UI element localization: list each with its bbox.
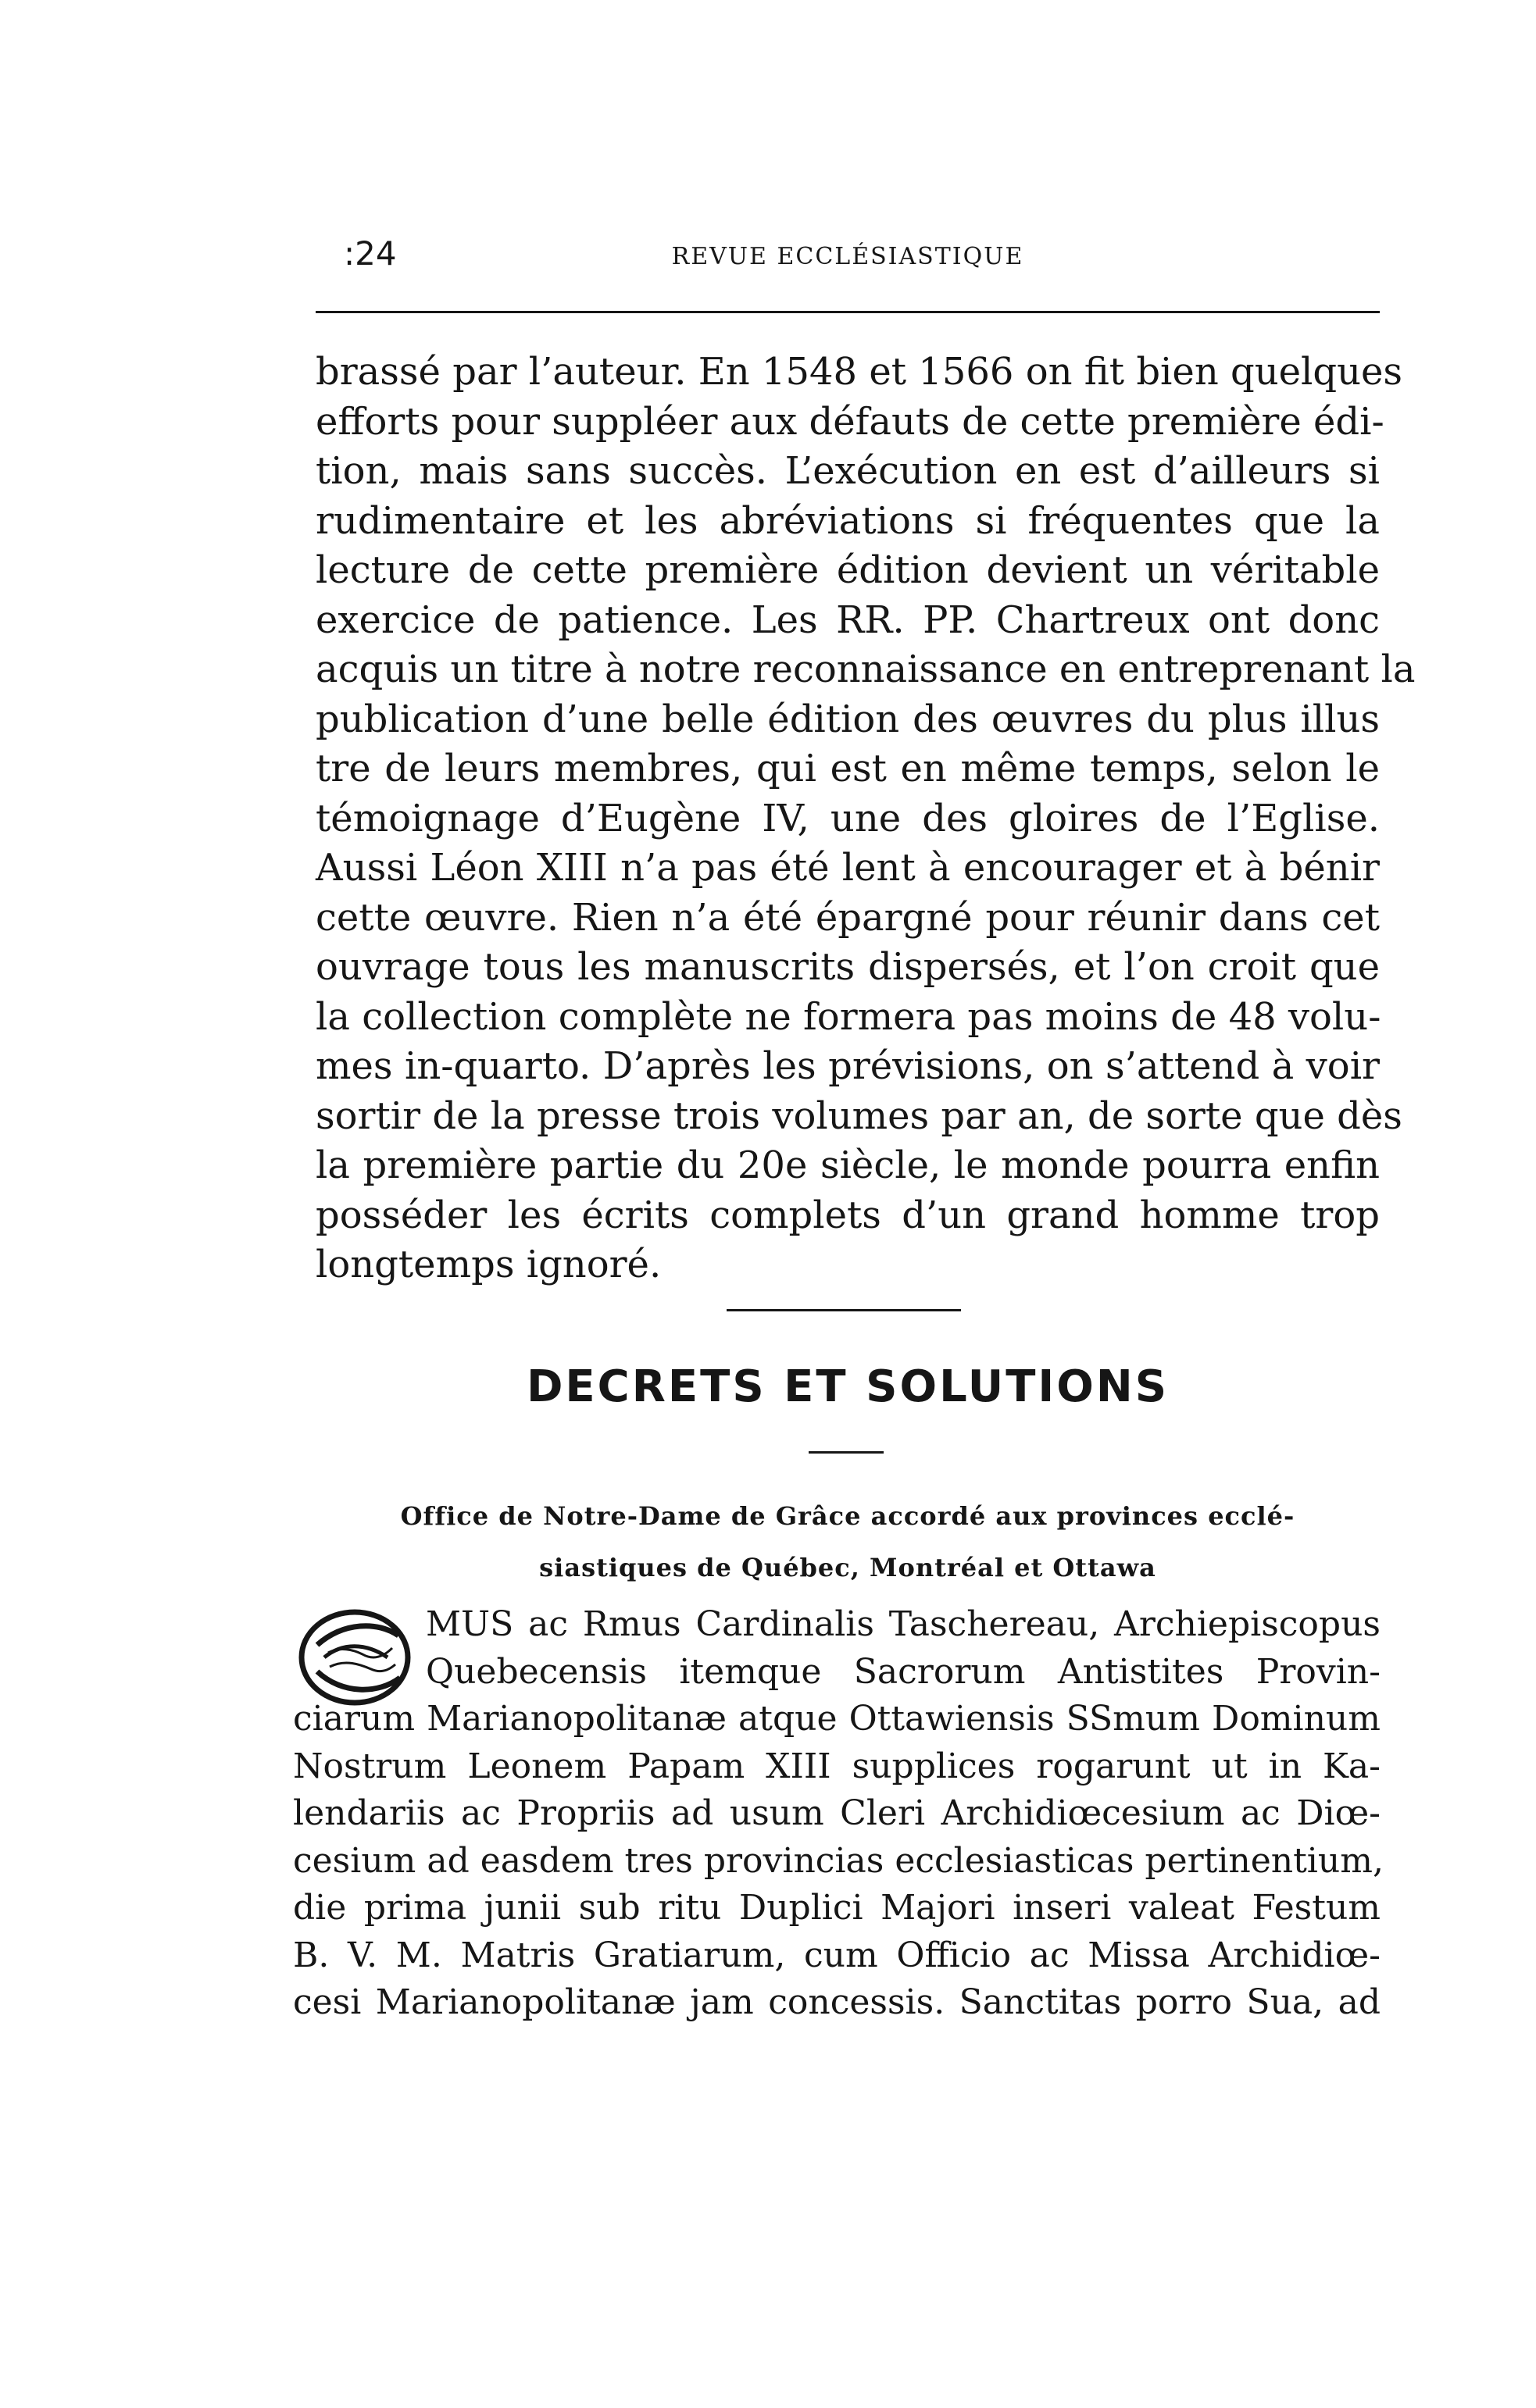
text-line: MUS ac Rmus Cardinalis Taschereau, Archiepiscopus [426, 1604, 1381, 1644]
text-line: cette œuvre. Rien n’a été épargné pour réunir dans cet [316, 895, 1380, 940]
text-line: publication d’une belle édition des œuvres du plus illus [316, 697, 1380, 741]
text-line: Aussi Léon XIII n’a pas été lent à encourager et à bénir [316, 846, 1380, 890]
text-line: tion, mais sans succès. L’exécution en est d’ailleurs si [316, 449, 1380, 493]
text-line: la collection complète ne formera pas moins de 48 volu- [316, 994, 1381, 1039]
page-header [324, 234, 1371, 273]
text-line: ciarum Marianopolitanæ atque Ottawiensis SSmum Dominum [293, 1699, 1381, 1739]
subtitle-line: Office de Notre-Dame de Grâce accordé aux provinces ecclé- [400, 1501, 1295, 1531]
text-line: efforts pour suppléer aux défauts de cette première édi- [316, 399, 1384, 444]
text-line: exercice de patience. Les RR. PP. Chartreux ont donc [316, 598, 1380, 642]
decree-body [293, 1601, 1384, 2027]
section-title: DECRETS ET SOLUTIONS [526, 1361, 1170, 1412]
text-line: témoignage d’Eugène IV, une des gloires de l’Eglise. [316, 796, 1380, 840]
page-number: :24 [344, 234, 397, 273]
text-line: lendariis ac Propriis ad usum Cleri Archidiœcesium ac Diœ- [293, 1793, 1381, 1833]
text-line: rudimentaire et les abréviations si fréquentes que la [316, 498, 1380, 543]
text-line: Nostrum Leonem Papam XIII supplices rogarunt ut in Ka- [293, 1746, 1381, 1786]
text-line: cesi Marianopolitanæ jam concessis. Sanctitas porro Sua, ad [293, 1982, 1381, 2022]
text-line: mes in-quarto. D’après les prévisions, on s’attend à voir [316, 1044, 1380, 1088]
text-line: acquis un titre à notre reconnaissance en entreprenant la [316, 647, 1416, 691]
text-line: Quebecensis itemque Sacrorum Antistites Provin- [426, 1651, 1381, 1692]
text-line: brassé par l’auteur. En 1548 et 1566 on fit bien quelques [316, 350, 1403, 394]
text-line: ouvrage tous les manuscrits dispersés, et l’on croit que [316, 945, 1380, 989]
text-line: posséder les écrits complets d’un grand homme trop [316, 1193, 1380, 1237]
text-line: B. V. M. Matris Gratiarum, cum Officio ac Missa Archidiœ- [293, 1935, 1381, 1975]
text-line: tre de leurs membres, qui est en même temps, selon le [316, 747, 1380, 790]
running-title: REVUE ECCLÉSIASTIQUE [671, 243, 1024, 270]
text-line: die prima junii sub ritu Duplici Majori inseri valeat Festum [293, 1888, 1381, 1928]
header-rule [316, 311, 1380, 313]
text-line: sortir de la presse trois volumes par an, de sorte que dès [316, 1093, 1402, 1138]
text-line: la première partie du 20e siècle, le monde pourra enfin [316, 1143, 1380, 1187]
text-line: longtemps ignoré. [316, 1243, 662, 1286]
article-body [316, 348, 1416, 1290]
title-separator [809, 1451, 884, 1454]
section-subtitle [316, 1490, 1380, 1593]
section-separator [727, 1309, 961, 1311]
text-line: cesium ad easdem tres provincias ecclesiasticas pertinentium, [293, 1840, 1384, 1881]
text-line: lecture de cette première édition devient un véritable [316, 548, 1380, 592]
subtitle-line: siastiques de Québec, Montréal et Ottawa [539, 1553, 1156, 1582]
